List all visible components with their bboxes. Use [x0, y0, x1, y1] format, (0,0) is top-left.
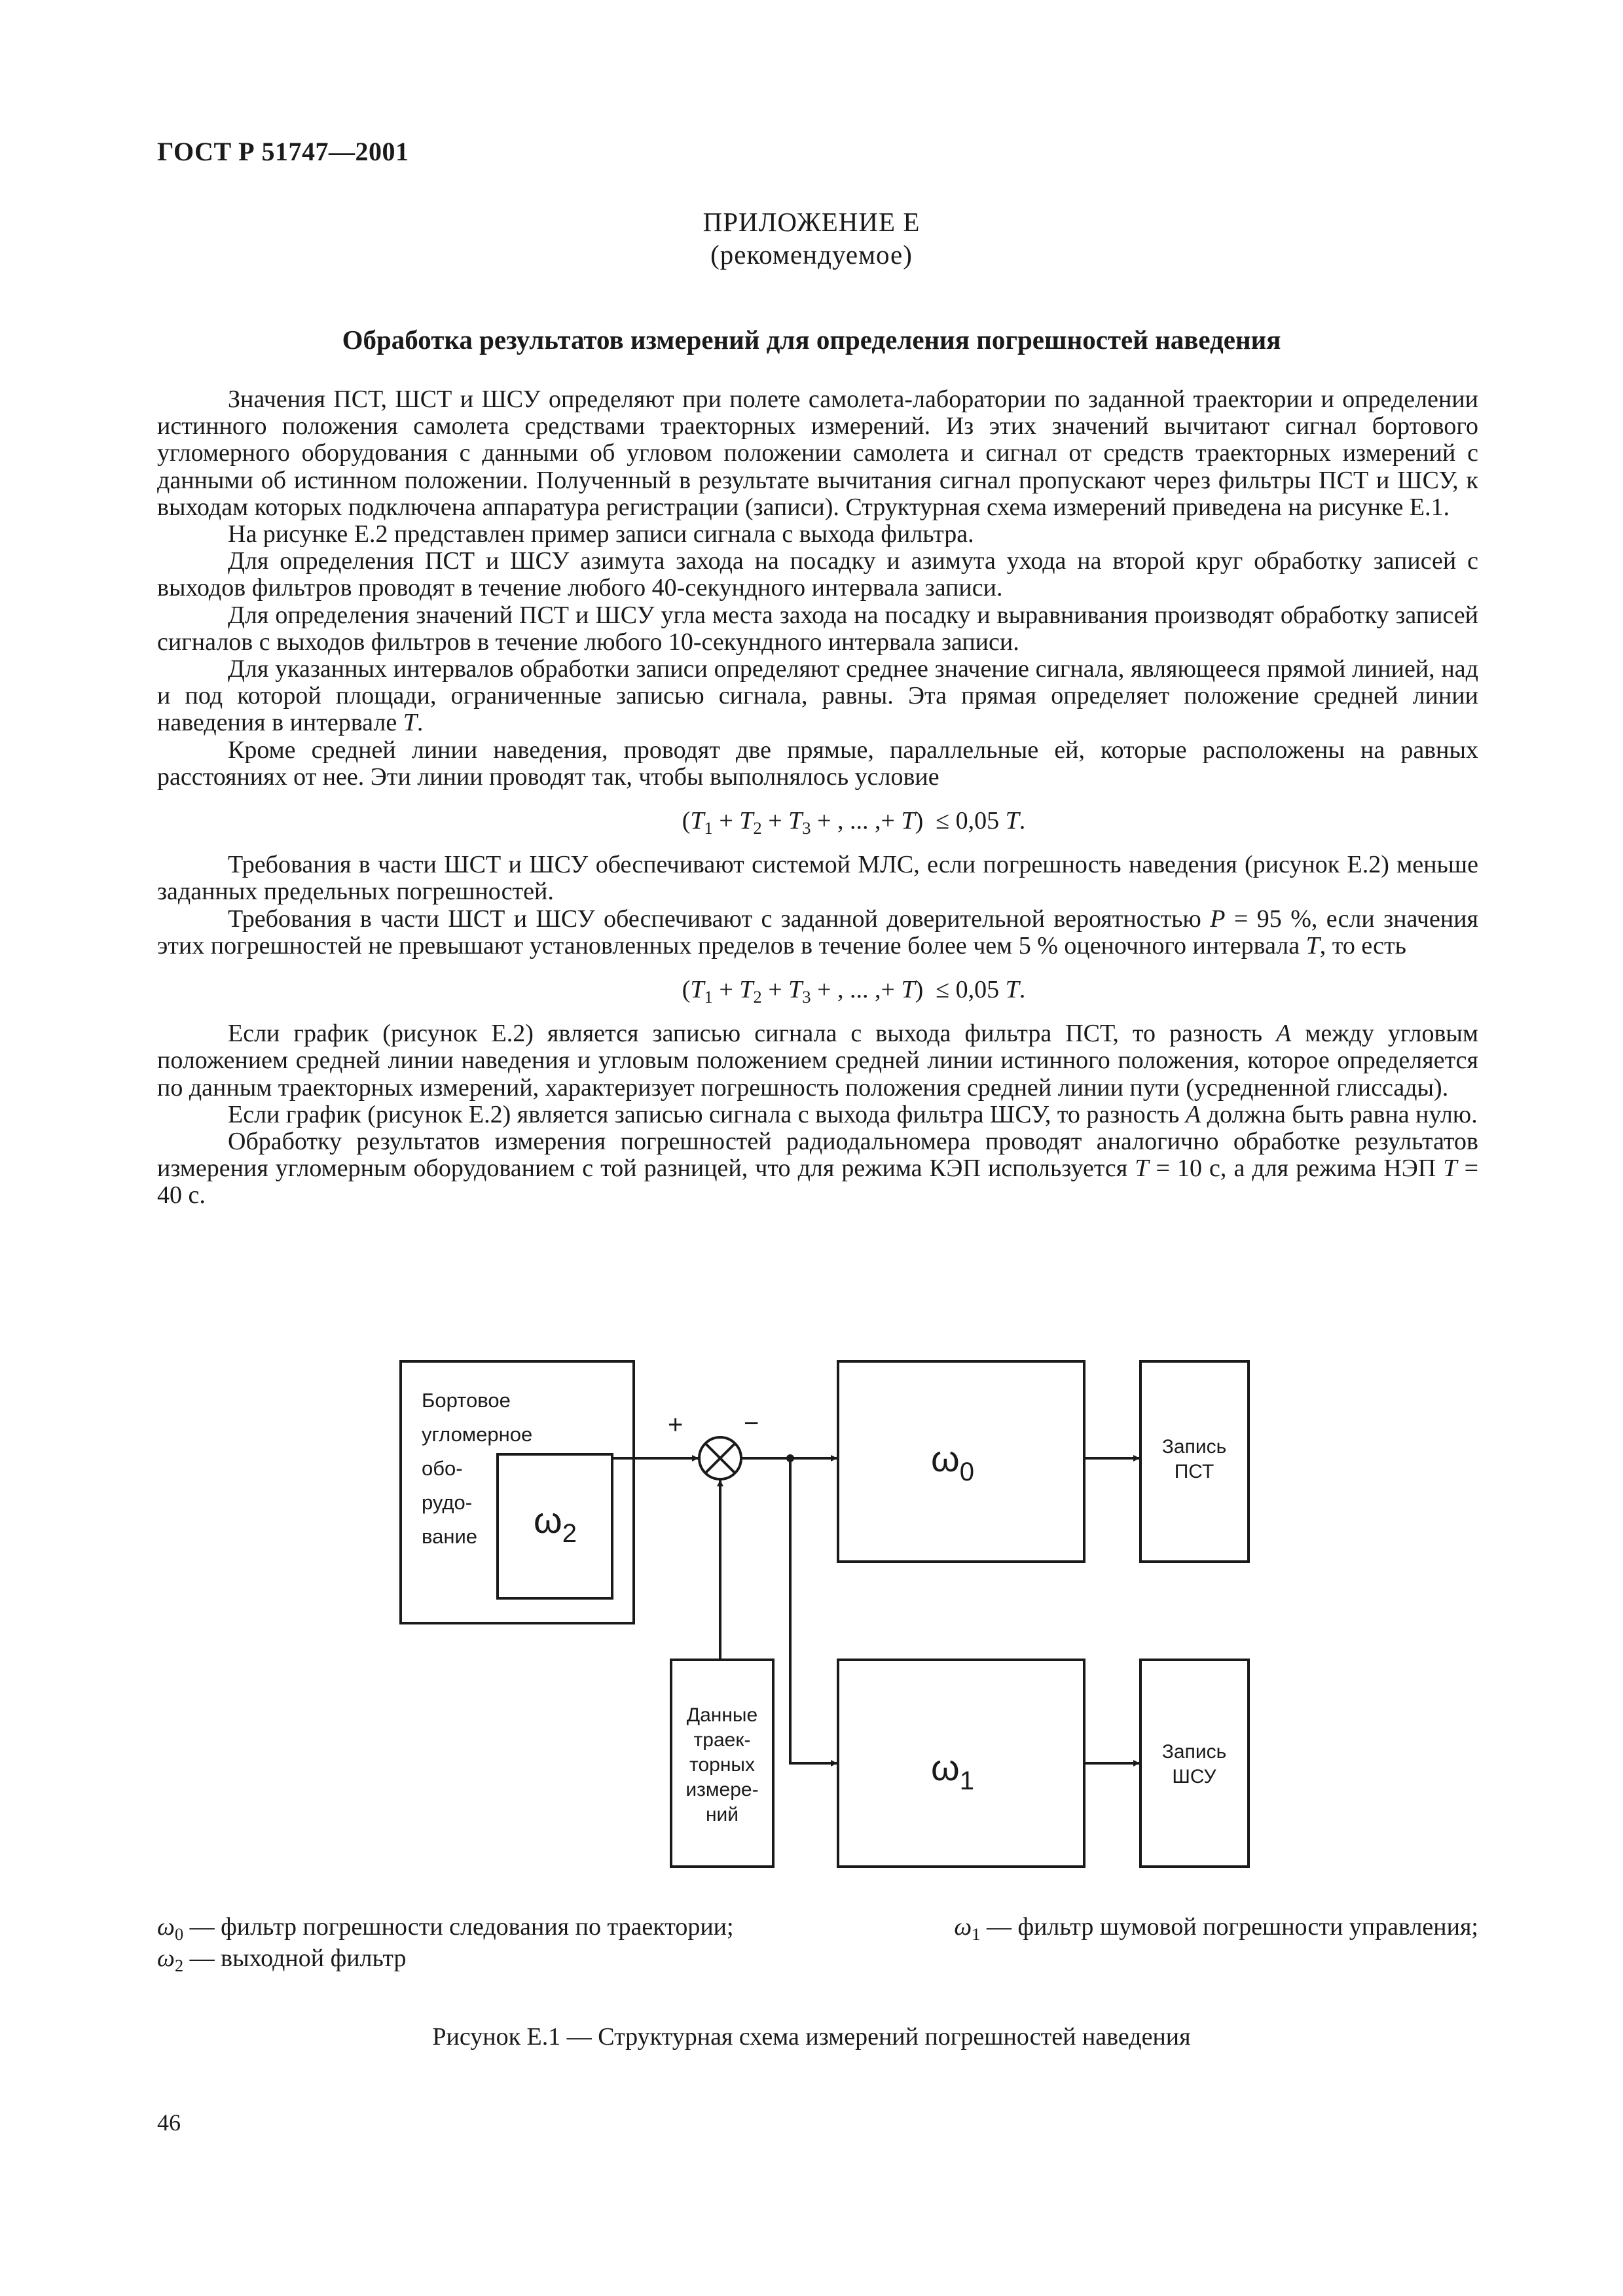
omega1-label: $\omega_1$ [931, 1747, 974, 1795]
paragraph: Если график (рисунок Е.2) является записью сигнала с выхода фильтра ПСТ, то разность A между угловым положением средней линии наведения и угловым положением средней линии истинного положения, которое определяется по данным траекторных измерений, характеризует погрешность положения средней линии пути (усредненной глиссады). [157, 1020, 1478, 1102]
block-diagram [157, 1316, 1486, 1905]
appendix-status: (рекомендуемое) [710, 240, 913, 270]
appendix-title: ПРИЛОЖЕНИЕ Е [702, 207, 921, 237]
omega2-label: $\omega_2$ [534, 1499, 577, 1548]
paragraph: На рисунке Е.2 представлен пример записи сигнала с выхода фильтра. [228, 520, 974, 548]
paragraph: Для указанных интервалов обработки записи определяют среднее значение сигнала, являющееся прямой линией, над и под которой площади, ограниченные записью сигнала, равны. Эта прямая определяет положение средней линии наведения в интервале T. [157, 655, 1478, 737]
trajectory-label: торных [689, 1754, 755, 1776]
record-shsu-box [1140, 1660, 1249, 1867]
minus-sign: − [744, 1409, 759, 1438]
figure-legend [157, 1911, 1478, 1974]
standard-code: ГОСТ Р 51747—2001 [157, 137, 409, 166]
plus-sign: + [668, 1410, 684, 1439]
legend-item-w1: $\omega_1$ — фильтр шумовой погрешности управления; [954, 1913, 1478, 1944]
record-shsu-label: ШСУ [1172, 1766, 1216, 1787]
body-text [157, 386, 1478, 1210]
record-pst-label: Запись [1161, 1436, 1227, 1458]
onboard-label: рудо- [422, 1491, 473, 1514]
omega1-filter-box [838, 1660, 1084, 1867]
paragraph: Для определения ПСТ и ШСУ азимута захода на посадку и азимута ухода на второй круг обработку записей с выходов фильтров проводят в течение любого 40-секундного интервала записи. [157, 547, 1478, 602]
onboard-label: обо- [422, 1457, 463, 1480]
page-number: 46 [157, 2109, 181, 2136]
paragraph: Если график (рисунок Е.2) является записью сигнала с выхода фильтра ШСУ, то разность A должна быть равна нулю. [228, 1100, 1478, 1128]
branch-point [786, 1454, 794, 1462]
trajectory-label: траек- [693, 1729, 751, 1751]
formula: ($T_1 + T_2 + T_3$ + , ... ,+ T) ≤ 0,05 T. [682, 807, 1026, 838]
omega0-label: $\omega_0$ [931, 1438, 974, 1486]
paragraph: Требования в части ШСТ и ШСУ обеспечивают с заданной доверительной вероятностью P = 95 %, если значения этих погрешностей не превышают установленных пределов в течение более чем 5 % оценочного интервала T, то есть [157, 905, 1479, 960]
trajectory-label: Данные [686, 1704, 758, 1726]
formula: ($T_1 + T_2 + T_3$ + , ... ,+ T) ≤ 0,05 T. [682, 976, 1026, 1007]
record-shsu-label: Запись [1161, 1741, 1227, 1763]
legend-item-w2: $\omega_2$ — выходной фильтр [157, 1945, 407, 1975]
trajectory-label: ний [705, 1804, 739, 1825]
paragraph: Требования в части ШСТ и ШСУ обеспечивают системой МЛС, если погрешность наведения (рисунок Е.2) меньше заданных предельных погрешностей. [157, 851, 1478, 906]
connector-arrow [790, 1458, 837, 1763]
paragraph: Для определения значений ПСТ и ШСУ угла места захода на посадку и выравнивания производят обработку записей сигналов с выходов фильтров в течение любого 10-секундного интервала записи. [157, 601, 1478, 656]
legend-item-w0: $\omega_0$ — фильтр погрешности следования по траектории; [157, 1913, 734, 1944]
onboard-label: угломерное [422, 1423, 533, 1446]
figure-caption: Рисунок Е.1 — Структурная схема измерений погрешностей наведения [432, 2023, 1191, 2051]
paragraph: Значения ПСТ, ШСТ и ШСУ определяют при полете самолета-лаборатории по заданной траектории и определении истинного положения самолета средствами траекторных измерений. Из этих значений вычитают сигнал бортового угломерного оборудования с данными об угловом положении самолета и сигнал от средств траекторных измерений с данными об истинном положении. Полученный в результате вычитания сигнал пропускают через фильтры ПСТ и ШСУ, к выходам которых подключена аппаратура регистрации (записи). Структурная схема измерений приведена на рисунке Е.1. [157, 386, 1478, 521]
appendix-header [0, 206, 1623, 271]
paragraph: Обработку результатов измерения погрешностей радиодальномера проводят аналогично обработке результатов измерения угломерным оборудованием с той разницей, что для режима КЭП используется T = 10 с, а для режима НЭП T = 40 с. [157, 1128, 1479, 1210]
onboard-label: Бортовое [422, 1389, 511, 1412]
onboard-label: вание [422, 1525, 478, 1548]
record-pst-label: ПСТ [1174, 1461, 1214, 1482]
section-heading: Обработка результатов измерений для определения погрешностей наведения [342, 325, 1281, 355]
trajectory-label: измере- [685, 1779, 759, 1801]
paragraph: Кроме средней линии наведения, проводят две прямые, параллельные ей, которые расположены на равных расстояниях от нее. Эти линии проводят так, чтобы выполнялось условие [157, 736, 1478, 791]
